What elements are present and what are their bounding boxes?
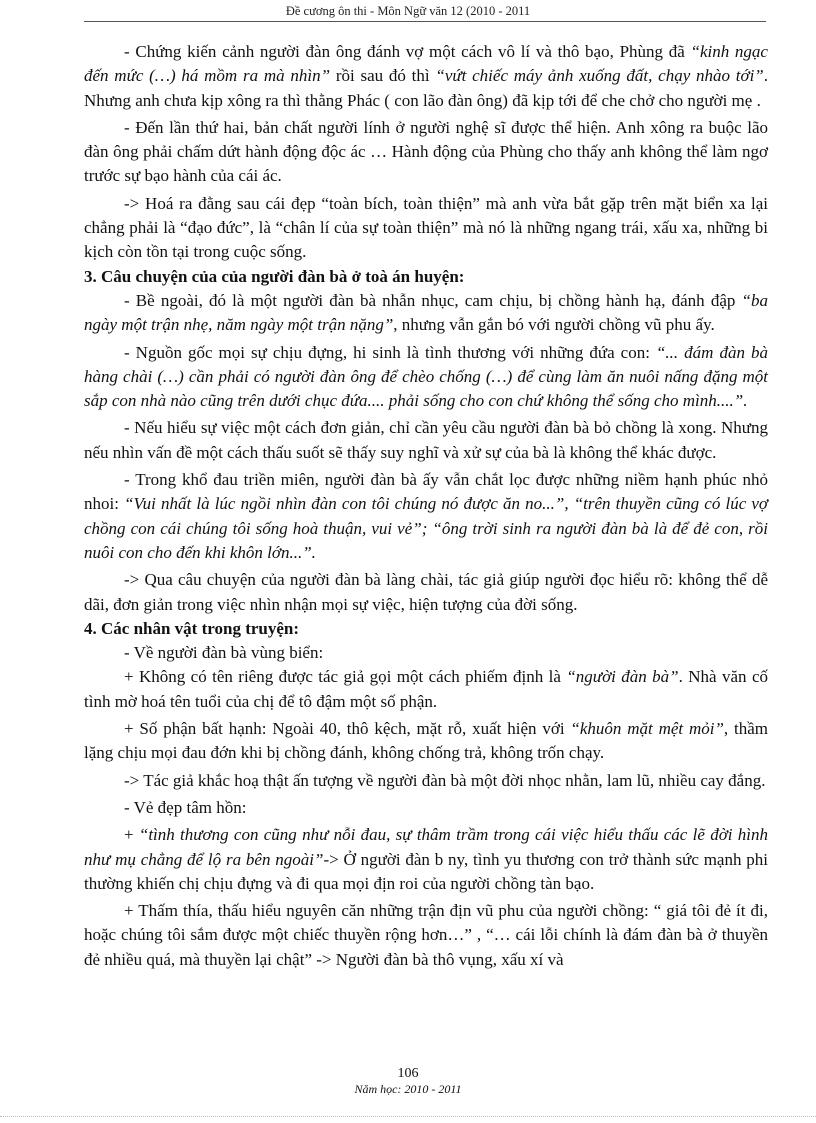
text-run: 3. Câu chuyện của của người đàn bà ở toà án huyện: [84, 266, 465, 286]
text-run: , nhưng vẫn gắn bó với người chồng vũ phu ấy. [393, 315, 715, 335]
paragraph [84, 416, 768, 465]
text-run: - Nếu hiểu sự việc một cách đơn giản, chỉ cần yêu cầu người đàn bà bỏ chồng là xong. Nhưng nếu nhìn vấn đề một cách thấu suốt sẽ thấy suy nghĩ và xử sự của bà là không thể khác được. [84, 418, 768, 462]
paragraph [84, 116, 768, 189]
text-run: . Nhưng anh chưa kịp xông ra thì thằng Phác ( con lão đàn ông) đã kịp tới để che chở cho người mẹ . [84, 66, 768, 110]
text-run: - Bề ngoài, đó là một người đàn bà nhẫn nhục, cam chịu, bị chồng hành hạ, đánh đập [124, 290, 742, 310]
paragraph [84, 823, 768, 896]
paragraph [84, 289, 768, 338]
quoted-text: “người đàn bà” [566, 667, 679, 687]
text-run: - Đến lần thứ hai, bản chất người lính ở người nghệ sĩ được thể hiện. Anh xông ra buộc lão đàn ông phải chấm dứt hành động độc ác … Hành động của Phùng cho thấy anh không thể làm ngơ trước sự bạo hành của cái ác. [84, 117, 768, 186]
text-run: - Chứng kiến cảnh người đàn ông đánh vợ một cách vô lí và thô bạo, Phùng đã [124, 42, 691, 61]
paragraph [84, 717, 768, 766]
text-run: + Không có tên riêng được tác giả gọi một cách phiếm định là [124, 667, 567, 687]
text-run: . Nhà văn cố tình mờ hoá tên tuổi của chị để tô đậm một số phận. [84, 667, 768, 711]
paragraph [84, 341, 768, 414]
paragraph [84, 192, 768, 265]
paragraph [84, 568, 768, 617]
page-bottom-border [0, 1116, 816, 1117]
paragraph [84, 796, 768, 820]
paragraph [84, 665, 768, 714]
text-run: , thầm lặng chịu mọi đau đớn khi bị chồng đánh, không chống trả, không trốn chạy. [84, 719, 769, 763]
text-run: - Vẻ đẹp tâm hồn: [124, 797, 247, 817]
text-run: 4. Các nhân vật trong truyện: [84, 618, 300, 638]
text-run: + Số phận bất hạnh: Ngoài 40, thô kệch, mặt rỗ, xuất hiện với [124, 719, 571, 739]
text-run: - Nguồn gốc mọi sự chịu đựng, hi sinh là tình thương với những đứa con: [124, 342, 656, 362]
paragraph [84, 769, 768, 793]
page-number: 106 [397, 1066, 419, 1081]
footer-school-year: Năm học: 2010 - 2011 [354, 1082, 462, 1096]
header-rule [84, 21, 766, 22]
text-run: -> Qua câu chuyện của người đàn bà làng chài, tác giả giúp người đọc hiểu rõ: không thể dễ dãi, đơn giản trong việc nhìn nhận mọi sự việc, hiện tượng của đời sống. [84, 570, 768, 614]
text-run: - Trong khổ đau triền miên, người đàn bà ấy vẫn chắt lọc được những niềm hạnh phúc nhỏ nhoi: [84, 470, 768, 514]
quoted-text: “tình thương con cũng như nỗi đau, sự thâm trầm trong cái việc hiểu thấu các lẽ đời hình như mụ chẳng để lộ ra bên ngoài” [84, 825, 768, 869]
quoted-text: “ba ngày một trận nhẹ, năm ngày một trận nặng” [84, 290, 768, 335]
paragraph [84, 899, 768, 972]
section-heading [84, 265, 768, 289]
quoted-text: “kinh ngạc đến mức (…) há mồm ra mà nhìn” [84, 42, 768, 86]
paragraph [84, 468, 768, 565]
paragraph [84, 641, 768, 665]
running-header: Đề cương ôn thi - Môn Ngữ văn 12 (2010 - 2011 [285, 4, 531, 18]
text-run: + [124, 825, 139, 845]
quoted-text: “khuôn mặt mệt mỏi” [570, 719, 724, 739]
quoted-text: “vứt chiếc máy ảnh xuống đất, chạy nhào tới” [435, 66, 764, 86]
body-text [84, 40, 768, 972]
paragraph [84, 40, 768, 113]
text-run: - Về người đàn bà vùng biển: [124, 643, 324, 663]
text-run: rồi sau đó thì [330, 66, 436, 86]
text-run: -> Hoá ra đằng sau cái đẹp “toàn bích, toàn thiện” mà anh vừa bắt gặp trên mặt biển xa lại chẳng phải là “đạo đức”, là “chân lí của sự toàn thiện” mà nó là những ngang trái, xấu xa, những bi kịch còn tồn tại trong cuộc sống. [84, 193, 768, 262]
text-run: -> Ở người đàn b ny, tình yu thương con trở thành sức mạnh phi thường khiến chị chịu đựng và đi qua mọi địn roi của người chồng tàn bạo. [84, 849, 769, 893]
section-heading [84, 617, 768, 641]
text-run: + Thấm thía, thấu hiểu nguyên căn những trận địn vũ phu của người chồng: “ giá tôi đẻ ít đi, hoặc chúng tôi sắm được một chiếc thuyền rộng hơn…” , “… cái lỗi chính là đám đàn bà ở thuyền đẻ nhiều quá, mà thuyền lại chật” -> Người đàn bà thô vụng, xấu xí và [84, 901, 768, 969]
text-run: -> Tác giả khắc hoạ thật ấn tượng về người đàn bà một đời nhọc nhằn, lam lũ, nhiều cay đắng. [124, 770, 766, 790]
quoted-text: “Vui nhất là lúc ngồi nhìn đàn con tôi chúng nó được ăn no...”, “trên thuyền cũng có lúc vợ chồng con cái chúng tôi sống hoà thuận, vui vẻ”; “ông trời sinh ra người đàn bà là để đẻ con, rồi nuôi con cho đến khi khôn lớn...”. [84, 494, 768, 562]
quoted-text: “... đám đàn bà hàng chài (…) cần phải có người đàn ông để chèo chống (…) để cùng làm ăn nuôi nấng đặng một sắp con nhà nào cũng trên dưới chục đứa.... phải sống cho con chứ không thể sống cho mình....”. [84, 342, 768, 411]
